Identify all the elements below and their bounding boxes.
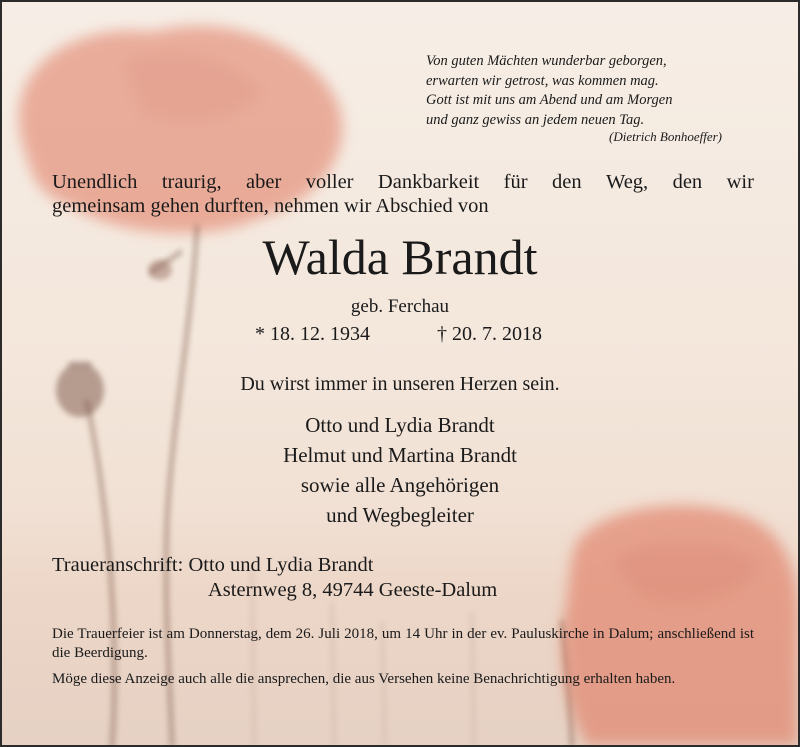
intro-line-2: gemeinsam gehen durften, nehmen wir Abschied von: [52, 195, 489, 217]
intro-line-1: [52, 170, 754, 194]
intro-word: Weg,: [605, 171, 649, 193]
deceased-name: Walda Brandt: [262, 229, 538, 285]
address-street: Asternweg 8, 49744 Geeste-Dalum: [208, 579, 498, 601]
mourner-line: Otto und Lydia Brandt: [305, 413, 495, 437]
intro-word: traurig,: [161, 171, 222, 193]
intro-word: Dankbarkeit: [377, 171, 480, 193]
address-label-name: Traueranschrift: Otto und Lydia Brandt: [52, 554, 374, 576]
death-date: † 20. 7. 2018: [437, 323, 542, 345]
intro-word: den: [551, 171, 582, 193]
intro-word: aber: [246, 171, 282, 193]
intro-text: [52, 170, 754, 218]
quote-line: Von guten Mächten wunderbar geborgen,: [426, 53, 667, 69]
quote-line: Gott ist mit uns am Abend und am Morgen: [426, 92, 673, 108]
mourner-line: und Wegbegleiter: [326, 503, 474, 527]
intro-word: für: [503, 171, 528, 193]
bonhoeffer-quote: [426, 52, 673, 130]
quote-source: (Dietrich Bonhoeffer): [609, 129, 722, 144]
quote-line: erwarten wir getrost, was kommen mag.: [426, 72, 659, 89]
maiden-name: geb. Ferchau: [350, 296, 450, 317]
mourning-address: [52, 553, 497, 603]
mourner-line: sowie alle Angehörigen: [300, 473, 500, 497]
mourner-line: Helmut und Martina Brandt: [283, 443, 517, 467]
funeral-note: Die Trauerfeier ist am Donnerstag, dem 26. Juli 2018, um 14 Uhr in der ev. Pauluskirche in Dalum; anschließend ist die Beerdigung.: [52, 626, 754, 661]
mourners-list: [2, 410, 798, 530]
notification-note: Möge diese Anzeige auch alle die ansprechen, die aus Versehen keine Benachrichtigung erhalten haben.: [52, 671, 676, 687]
intro-word: den: [672, 171, 703, 193]
intro-word: wir: [726, 171, 754, 193]
intro-word: voller: [305, 171, 354, 193]
quote-line: und ganz gewiss an jedem neuen Tag.: [426, 111, 645, 128]
birth-date: * 18. 12. 1934: [255, 323, 370, 345]
intro-word: Unendlich: [52, 171, 138, 193]
motto: Du wirst immer in unseren Herzen sein.: [240, 373, 560, 395]
